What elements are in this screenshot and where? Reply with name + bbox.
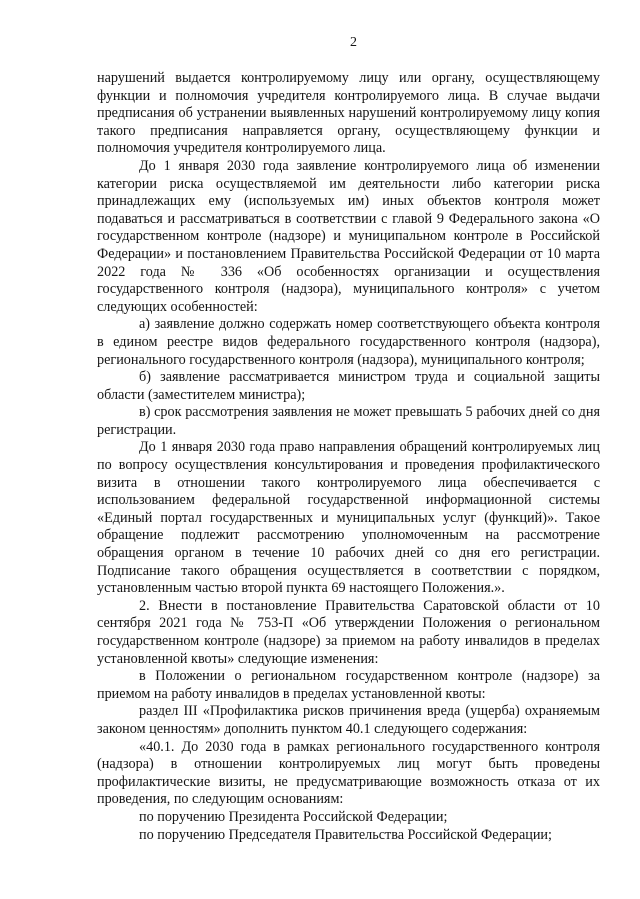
list-item: б) заявление рассматривается министром труда и социальной защиты области (заместителем министра);	[97, 369, 600, 403]
paragraph: нарушений выдается контролируемому лицу или органу, осуществляющему функции и полномочия учредителя контролируемого лица. В случае выдачи предписания об устранении выявленных нарушений контролируемому лицу копия такого предписания направляется органу, осуществляющему функции и полномочия учредителя контролируемого лица.	[97, 70, 600, 157]
paragraph: До 1 января 2030 года право направления обращений контролируемых лиц по вопросу осуществления консультирования и проведения профилактического визита в отношении такого контролируемого лица обеспечивается с использованием федеральной государственной информационной системы «Единый портал государственных и муниципальных услуг (функций)». Такое обращение подлежит рассмотрению уполномоченным на рассмотрение обращения органом в течение 10 рабочих дней со дня его регистрации. Подписание такого обращения осуществляется в соответствии с порядком, установленным частью второй пункта 69 настоящего Положения.».	[97, 439, 600, 597]
page-number: 2	[350, 35, 357, 50]
list-item: в) срок рассмотрения заявления не может превышать 5 рабочих дней со дня регистрации.	[97, 404, 600, 438]
paragraph: До 1 января 2030 года заявление контролируемого лица об изменении категории риска осуществляемой им деятельности либо категории риска принадлежащих ему (используемых им) иных объектов контроля может подаваться и рассматриваться в соответствии с главой 9 Федерального закона «О государственном контроле (надзоре) и муниципальном контроле в Российской Федерации» и постановлением Правительства Российской Федерации от 10 марта 2022 года № 336 «Об особенностях организации и осуществления государственного контроля (надзора), муниципального контроля» с учетом следующих особенностей:	[97, 157, 600, 315]
paragraph: раздел III «Профилактика рисков причинения вреда (ущерба) охраняемым законом ценностям» дополнить пунктом 40.1 следующего содержания:	[97, 703, 600, 737]
list-item: по поручению Президента Российской Федерации;	[139, 808, 448, 825]
list-item: по поручению Председателя Правительства Российской Федерации;	[139, 826, 552, 843]
paragraph: 2. Внести в постановление Правительства Саратовской области от 10 сентября 2021 года № 753-П «Об утверждении Положения о региональном государственном контроле (надзоре) за приемом на работу инвалидов в пределах установленной квоты» следующие изменения:	[97, 597, 600, 667]
paragraph: «40.1. До 2030 года в рамках регионального государственного контроля (надзора) в отношении контролируемых лиц могут быть проведены профилактические визиты, не предусматривающие возможность отказа от их проведения, по следующим основаниям:	[97, 738, 600, 808]
document-body	[97, 70, 600, 844]
paragraph: в Положении о региональном государственном контроле (надзоре) за приемом на работу инвалидов в пределах установленной квоты:	[97, 668, 600, 702]
list-item: а) заявление должно содержать номер соответствующего объекта контроля в едином реестре видов федерального государственного контроля (надзора), регионального государственного контроля (надзора), муниципального контроля;	[97, 316, 600, 368]
